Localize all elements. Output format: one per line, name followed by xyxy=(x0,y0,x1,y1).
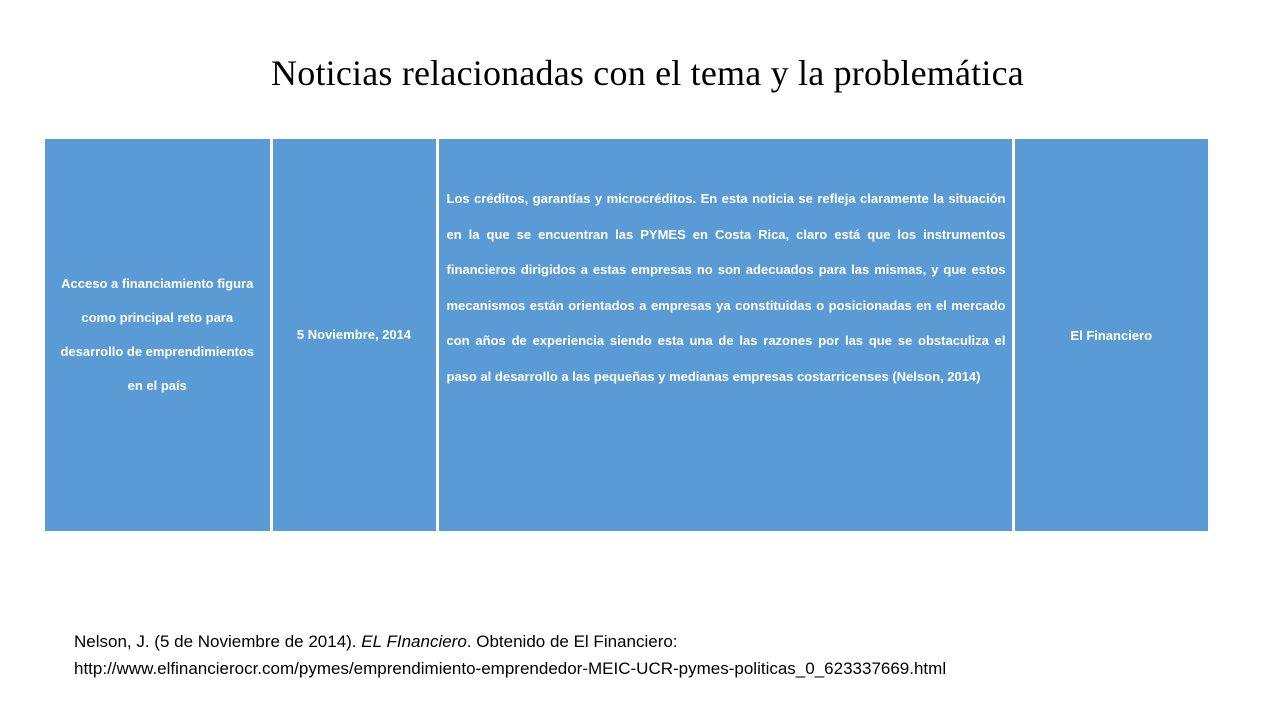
news-source-cell xyxy=(1013,139,1208,531)
slide-title: Noticias relacionadas con el tema y la problemática xyxy=(271,53,1024,93)
news-date-cell xyxy=(271,139,437,531)
news-summary: Los créditos, garantías y microcréditos. En esta noticia se refleja claramente la situación en la que se encuentran las PYMES en Costa Rica, claro está que los instrumentos financieros dirigidos a estas empresas no son adecuados para las mismas, y que estos mecanismos están orientados a empresas ya constituidas o posicionadas en el mercado con años de experiencia siendo esta una de las razones por las que se obstaculiza el paso al desarrollo a las pequeñas y medianas empresas costarricenses (Nelson, 2014) xyxy=(446,191,1006,384)
table-row xyxy=(45,139,1208,531)
reference-author-date: Nelson, J. (5 de Noviembre de 2014). xyxy=(74,632,362,651)
reference-publication: EL FInanciero xyxy=(361,632,467,651)
news-date: 5 Noviembre, 2014 xyxy=(296,327,412,342)
bibliographic-reference xyxy=(74,628,1234,682)
news-summary-cell xyxy=(437,139,1013,531)
news-table xyxy=(45,139,1208,531)
news-source: El Financiero xyxy=(1070,327,1153,343)
reference-obtained-from: . Obtenido de El Financiero: xyxy=(466,632,678,651)
news-headline: Acceso a financiamiento figura como principal reto para desarrollo de emprendimientos en el país xyxy=(60,276,255,393)
news-headline-cell xyxy=(45,139,271,531)
reference-citation-line xyxy=(74,628,1234,655)
reference-url: http://www.elfinancierocr.com/pymes/emprendimiento-emprendedor-MEIC-UCR-pymes-politicas_0_623337669.html xyxy=(74,659,947,678)
